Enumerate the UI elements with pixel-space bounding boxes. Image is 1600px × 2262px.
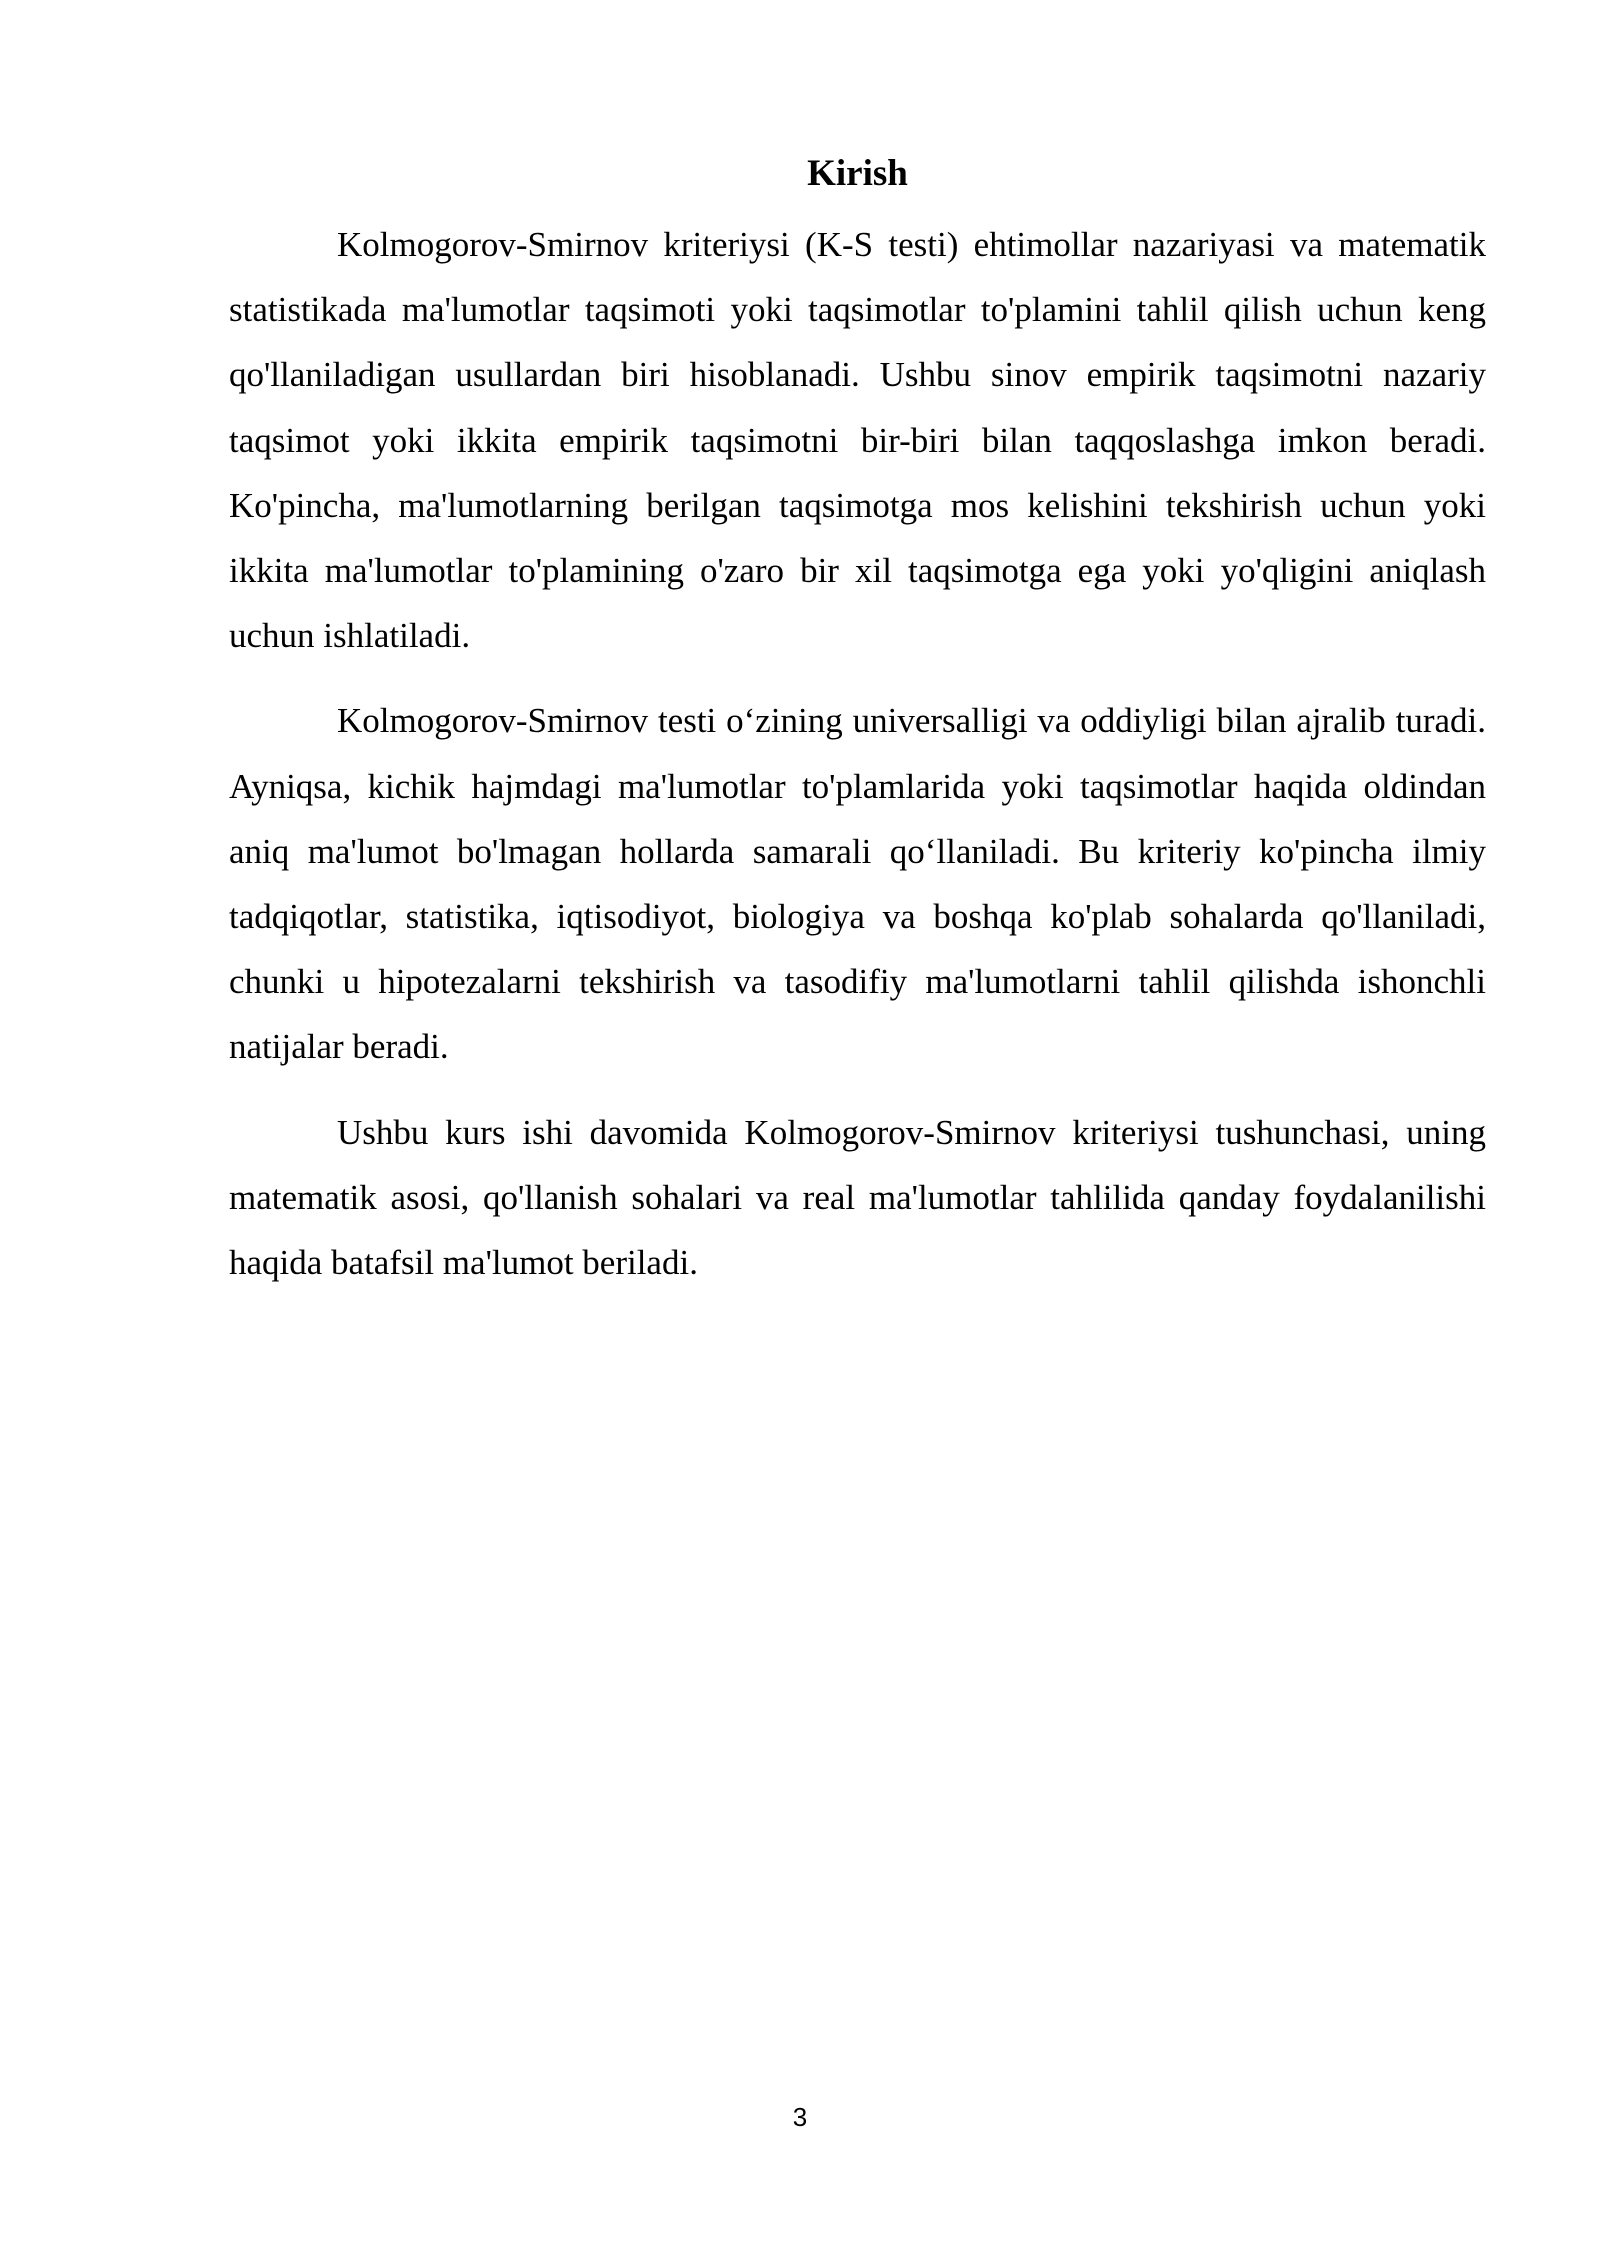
paragraph-2: Kolmogorov-Smirnov testi o‘zining universalligi va oddiyligi bilan ajralib turadi. Ayniqsa, kichik hajmdagi ma'lumotlar to'plamlarida yoki taqsimotlar haqida oldindan aniq ma'lumot bo'lmagan hollarda samarali qo‘llaniladi. Bu kriteriy ko'pincha ilmiy tadqiqotlar, statistika, iqtisodiyot, biologiya va boshqa ko'plab sohalarda qo'llaniladi, chunki u hipotezalarni tekshirish va tasodifiy ma'lumotlarni tahlil qilishda ishonchli natijalar beradi. — [229, 701, 1486, 1067]
section-title: Kirish — [807, 153, 908, 194]
page-number: 3 — [792, 2102, 808, 2132]
page-content — [229, 152, 1486, 1295]
paragraph-1: Kolmogorov-Smirnov kriteriysi (K-S testi) ehtimollar nazariyasi va matematik statistikada ma'lumotlar taqsimoti yoki taqsimotlar to'plamini tahlil qilish uchun keng qo'llaniladigan usullardan biri hisoblanadi. Ushbu sinov empirik taqsimotni nazariy taqsimot yoki ikkita empirik taqsimotni bir-biri bilan taqqoslashga imkon beradi. Ko'pincha, ma'lumotlarning berilgan taqsimotga mos kelishini tekshirish uchun yoki ikkita ma'lumotlar to'plamining o'zaro bir xil taqsimotga ega yoki yo'qligini aniqlash uchun ishlatiladi. — [229, 225, 1486, 656]
paragraph-3: Ushbu kurs ishi davomida Kolmogorov-Smirnov kriteriysi tushunchasi, uning matematik asosi, qo'llanish sohalari va real ma'lumotlar tahlilida qanday foydalanilishi haqida batafsil ma'lumot beriladi. — [229, 1112, 1486, 1283]
